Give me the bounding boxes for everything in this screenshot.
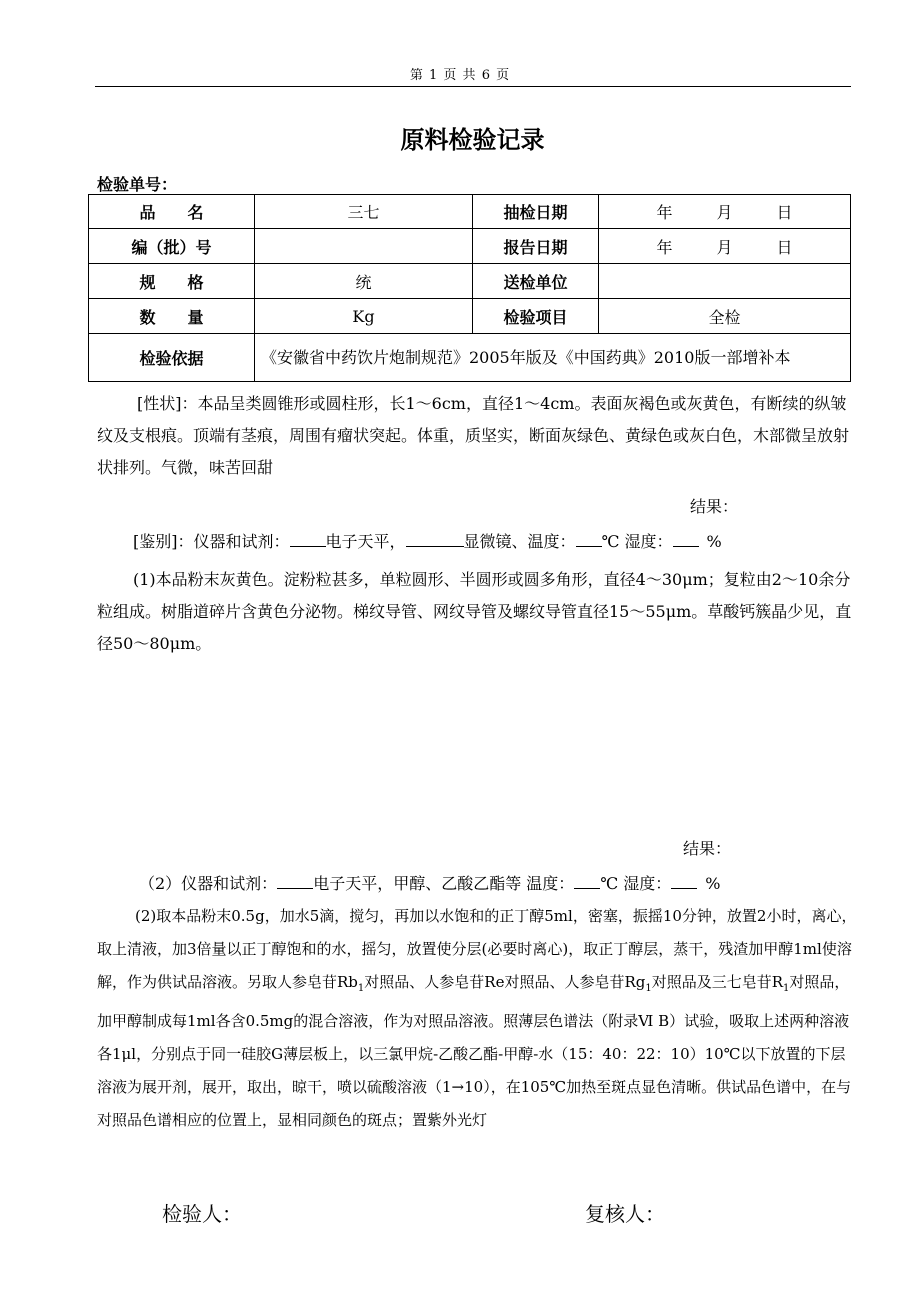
sender-label: 送检单位 [473, 264, 599, 299]
page-number: 第 1 页 共 6 页 [409, 68, 511, 83]
order-number-label: 检验单号： [97, 175, 178, 194]
spec-label: 规 格 [89, 264, 255, 299]
year: 年 [656, 237, 673, 257]
identify-result-label: 结果： [683, 839, 732, 858]
blank-field [671, 874, 697, 889]
microscope-text: 显微镜、温度： [463, 532, 576, 551]
quantity-label: 数 量 [89, 299, 255, 334]
blank-field [290, 532, 326, 547]
balance-text: 电子天平， [325, 532, 406, 551]
report-date-label: 报告日期 [473, 229, 599, 264]
basis-label: 检验依据 [89, 334, 255, 382]
identify-text-1: (1)本品粉末灰黄色。淀粉粒甚多，单粒圆形、半圆形或圆多角形，直径4～30μm；复粒由2～10余分粒组成。树脂道碎片含黄色分泌物。梯纹导管、网纹导管及螺纹导管直径15～55μm。草酸钙簇晶少见，直径50～80μm。 [97, 570, 852, 653]
sample-date-value [599, 195, 851, 229]
reviewer-label: 复核人： [585, 1202, 665, 1226]
spec-value: 统 [255, 264, 473, 299]
quantity-value: Kg [255, 299, 473, 334]
blank-field [277, 874, 313, 889]
page-title: 原料检验记录 [400, 126, 545, 154]
test-item-label: 检验项目 [473, 299, 599, 334]
year: 年 [656, 203, 673, 222]
info-table [88, 194, 851, 382]
name-label: 品 名 [89, 195, 255, 229]
blank-field [576, 532, 602, 547]
test2-instruments [97, 868, 857, 900]
test2-procedure: (2)取本品粉末0.5g，加水5滴，搅匀，再加以水饱和的正丁醇5ml，密塞，振摇10分钟，放置2小时，离心，取上清液，加3倍量以正丁醇饱和的水，摇匀，放置使分层(必要时离心)，取正丁醇层，蒸干，残渣加甲醇1ml使溶解，作为供试品溶液。另取人参皂苷$Rb_1$对照品、人参皂苷Re对照品、人参皂苷$Rg_1$对照品及三七皂苷$R_1$对照品，加甲醇制成每1ml各含0.5mg的混合溶液，作为对照品溶液。照薄层色谱法（附录Ⅵ B）试验，吸取上述两种溶液各1μl，分别点于同一硅胶G薄层板上，以三氯甲烷-乙酸乙酯-甲醇-水（15：40：22：10）10℃以下放置的下层溶液为展开剂，展开，取出，晾干，喷以硫酸溶液（1→10），在105℃加热至斑点显色清晰。供试品色谱中，在与对照品色谱相应的位置上，显相同颜色的斑点；置紫外光灯 [97, 907, 857, 1129]
character-result-label: 结果： [690, 497, 739, 516]
test2-temp-unit: ℃ 湿度： [600, 874, 672, 893]
test2-prefix: （2）仪器和试剂： [139, 874, 278, 893]
blank-field [406, 532, 464, 547]
day: 日 [776, 237, 793, 257]
inspector-label: 检验人： [162, 1202, 242, 1226]
batch-label: 编（批）号 [89, 229, 255, 264]
identify-prefix: [鉴别]：仪器和试剂： [133, 532, 290, 551]
character-text: [性状]：本品呈类圆锥形或圆柱形，长1～6cm，直径1～4cm。表面灰褐色或灰黄色，有断续的纵皱纹及支根痕。顶端有茎痕，周围有瘤状突起。体重，质坚实，断面灰绿色、黄绿色或灰白色，木部微呈放射状排列。气微，味苦回甜 [97, 394, 850, 477]
temp-unit: ℃ 湿度： [601, 532, 673, 551]
header-rule [95, 86, 851, 87]
percent: % [706, 532, 722, 551]
blank-field [574, 874, 600, 889]
percent: % [705, 874, 721, 893]
basis-value: 《安徽省中药饮片炮制规范》2005年版及《中国药典》2010版一部增补本 [255, 334, 851, 382]
batch-value [255, 229, 473, 264]
test-item-value: 全检 [599, 299, 851, 334]
name-value: 三七 [255, 195, 473, 229]
report-date-value [599, 229, 851, 264]
month: 月 [716, 237, 733, 257]
sample-date-label: 抽检日期 [473, 195, 599, 229]
character-section [97, 388, 857, 484]
month: 月 [716, 203, 733, 222]
blank-field [673, 532, 699, 547]
day: 日 [776, 203, 793, 222]
test2-reagents: 电子天平，甲醇、乙酸乙酯等 温度： [313, 874, 575, 893]
identify-instruments [97, 526, 857, 558]
sender-value [599, 264, 851, 299]
